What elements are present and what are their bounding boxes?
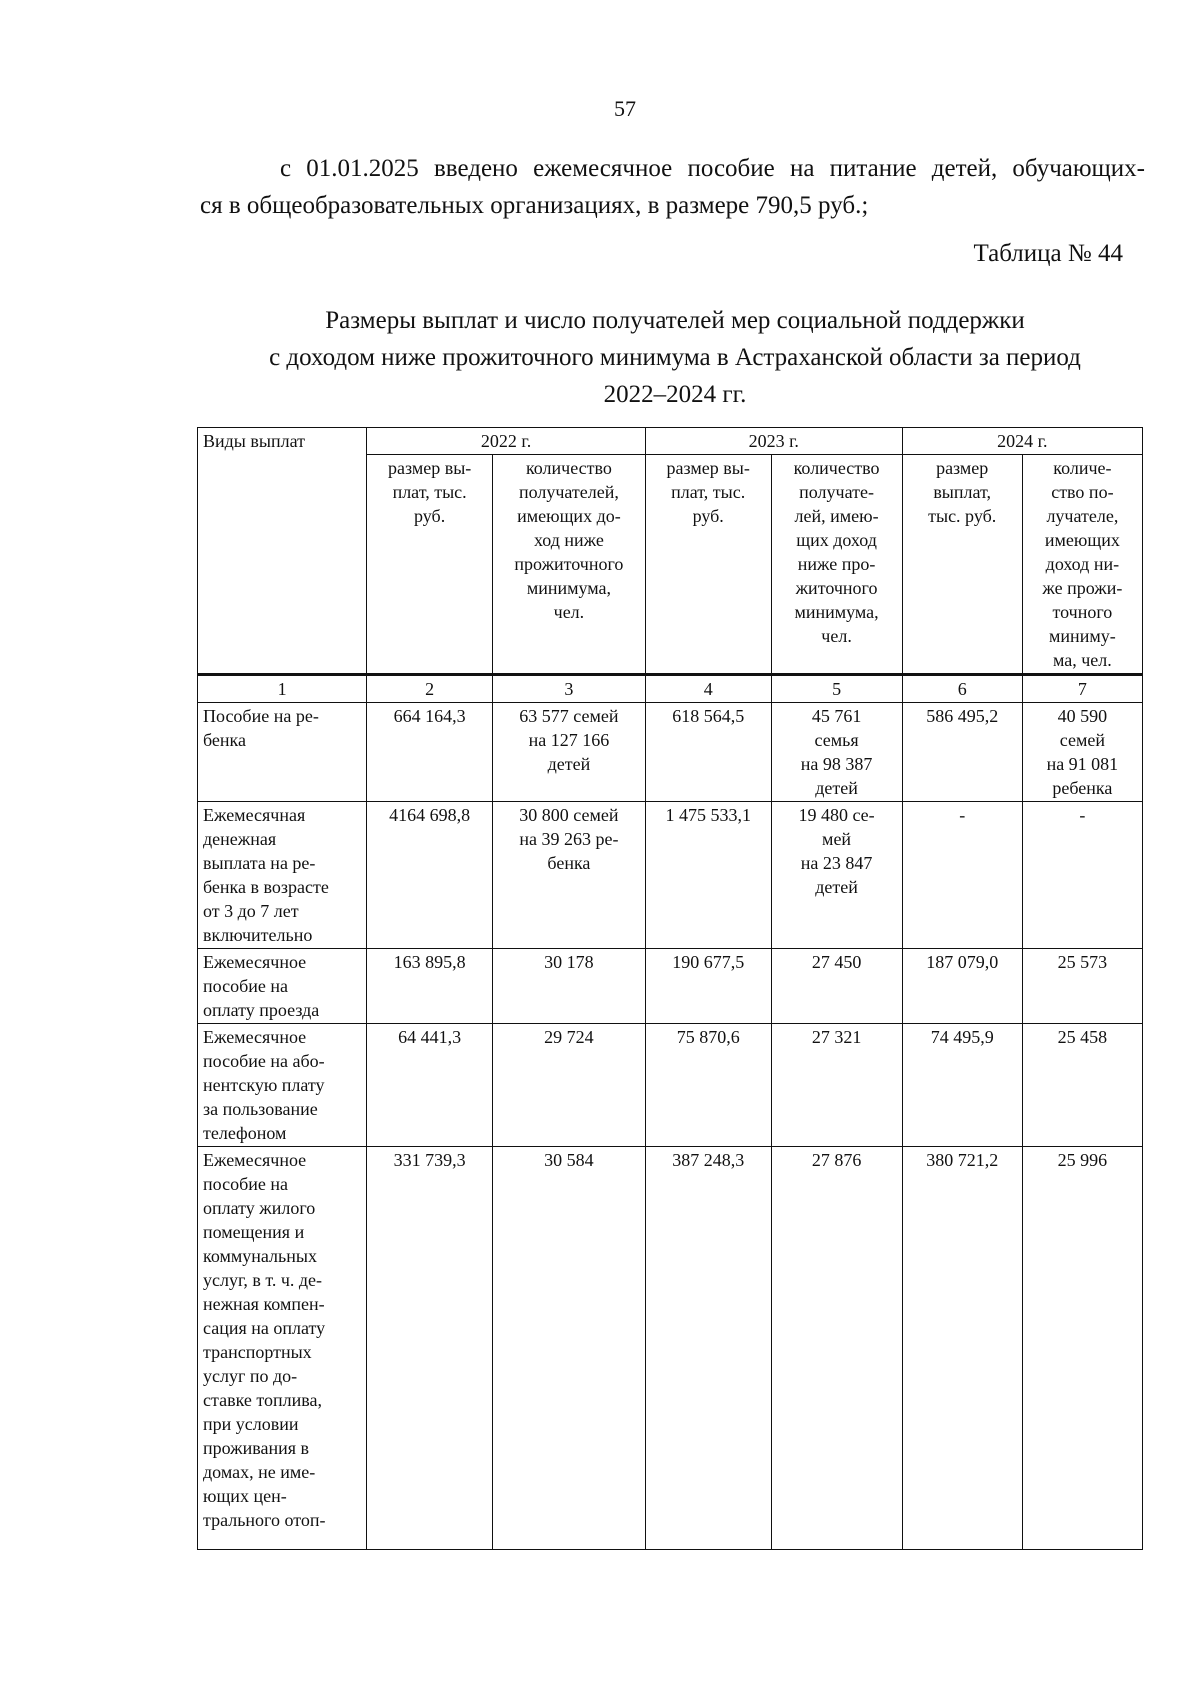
table-title-line-3: 2022–2024 гг. (603, 381, 747, 408)
table-cell: 664 164,3 (367, 703, 493, 802)
table-row (198, 802, 1143, 949)
table-cell: 45 761 семья на 98 387 детей (771, 703, 902, 802)
header-year-2022: 2022 г. (367, 428, 646, 455)
table-title (210, 302, 1140, 413)
table-cell: 586 495,2 (902, 703, 1022, 802)
column-number: 2 (367, 675, 493, 703)
table-row (198, 703, 1143, 802)
table-cell: 64 441,3 (367, 1024, 493, 1147)
table-cell: 27 450 (771, 949, 902, 1024)
table-title-line-1: Размеры выплат и число получателей мер социальной поддержки (325, 307, 1025, 334)
table-row (198, 1024, 1143, 1147)
subheader-cell: размер выплат, тыс. руб. (902, 455, 1022, 675)
page-number: 57 (614, 96, 636, 121)
table-cell: 25 458 (1022, 1024, 1142, 1147)
column-number: 7 (1022, 675, 1142, 703)
table-cell: 380 721,2 (902, 1147, 1022, 1550)
row-label: Ежемесячное пособие на або- нентскую плату за пользование телефоном (198, 1024, 367, 1147)
column-number: 4 (645, 675, 771, 703)
table-cell: 187 079,0 (902, 949, 1022, 1024)
table-cell: 19 480 се- мей на 23 847 детей (771, 802, 902, 949)
table-number: Таблица № 44 (973, 240, 1123, 267)
table-cell: 30 584 (492, 1147, 645, 1550)
intro-paragraph (200, 150, 1145, 224)
table-cell: 190 677,5 (645, 949, 771, 1024)
row-label: Пособие на ре- бенка (198, 703, 367, 802)
table-cell: 387 248,3 (645, 1147, 771, 1550)
subheader-cell: размер вы- плат, тыс. руб. (645, 455, 771, 675)
subheader-cell: количество получателей, имеющих до- ход ниже прожиточного минимума, чел. (492, 455, 645, 675)
table-cell: 1 475 533,1 (645, 802, 771, 949)
column-number-row (198, 675, 1143, 703)
table-title-line-2: с доходом ниже прожиточного минимума в Астраханской области за период (269, 344, 1081, 371)
table-cell: 30 178 (492, 949, 645, 1024)
table-row (198, 1147, 1143, 1550)
header-payment-types: Виды выплат (198, 428, 367, 675)
table-cell: 40 590 семей на 91 081 ребенка (1022, 703, 1142, 802)
table-cell: 29 724 (492, 1024, 645, 1147)
table-cell: 63 577 семей на 127 166 детей (492, 703, 645, 802)
row-label: Ежемесячная денежная выплата на ре- бенка в возрасте от 3 до 7 лет включительно (198, 802, 367, 949)
table-cell: 25 996 (1022, 1147, 1142, 1550)
data-table (197, 427, 1143, 1550)
table-cell: 163 895,8 (367, 949, 493, 1024)
column-number: 3 (492, 675, 645, 703)
table-cell: 618 564,5 (645, 703, 771, 802)
intro-line-1: с 01.01.2025 введено ежемесячное пособие на питание детей, обучающих- (280, 155, 1145, 182)
subheader-cell: количество получате- лей, имею- щих доход ниже про- житочного минимума, чел. (771, 455, 902, 675)
row-label: Ежемесячное пособие на оплату жилого помещения и коммунальных услуг, в т. ч. де- нежная компен- сация на оплату транспортных услуг по до- ставке топлива, при условии проживания в домах, не име- ющих цен- трального отоп- (198, 1147, 367, 1550)
intro-line-2: ся в общеобразовательных организациях, в размере 790,5 руб.; (200, 192, 869, 219)
table-cell: 75 870,6 (645, 1024, 771, 1147)
header-year-2023: 2023 г. (645, 428, 902, 455)
subheader-cell: размер вы- плат, тыс. руб. (367, 455, 493, 675)
table-cell: 4164 698,8 (367, 802, 493, 949)
column-number: 1 (198, 675, 367, 703)
table-row (198, 949, 1143, 1024)
table-cell: 27 321 (771, 1024, 902, 1147)
table-cell: - (1022, 802, 1142, 949)
header-year-2024: 2024 г. (902, 428, 1142, 455)
table-cell: 74 495,9 (902, 1024, 1022, 1147)
table-cell: 30 800 семей на 39 263 ре- бенка (492, 802, 645, 949)
table-cell: 25 573 (1022, 949, 1142, 1024)
row-label: Ежемесячное пособие на оплату проезда (198, 949, 367, 1024)
table-cell: 331 739,3 (367, 1147, 493, 1550)
table-cell: - (902, 802, 1022, 949)
column-number: 5 (771, 675, 902, 703)
subheader-cell: количе- ство по- лучателе, имеющих доход ни- же прожи- точного миниму- ма, чел. (1022, 455, 1142, 675)
column-number: 6 (902, 675, 1022, 703)
table-cell: 27 876 (771, 1147, 902, 1550)
